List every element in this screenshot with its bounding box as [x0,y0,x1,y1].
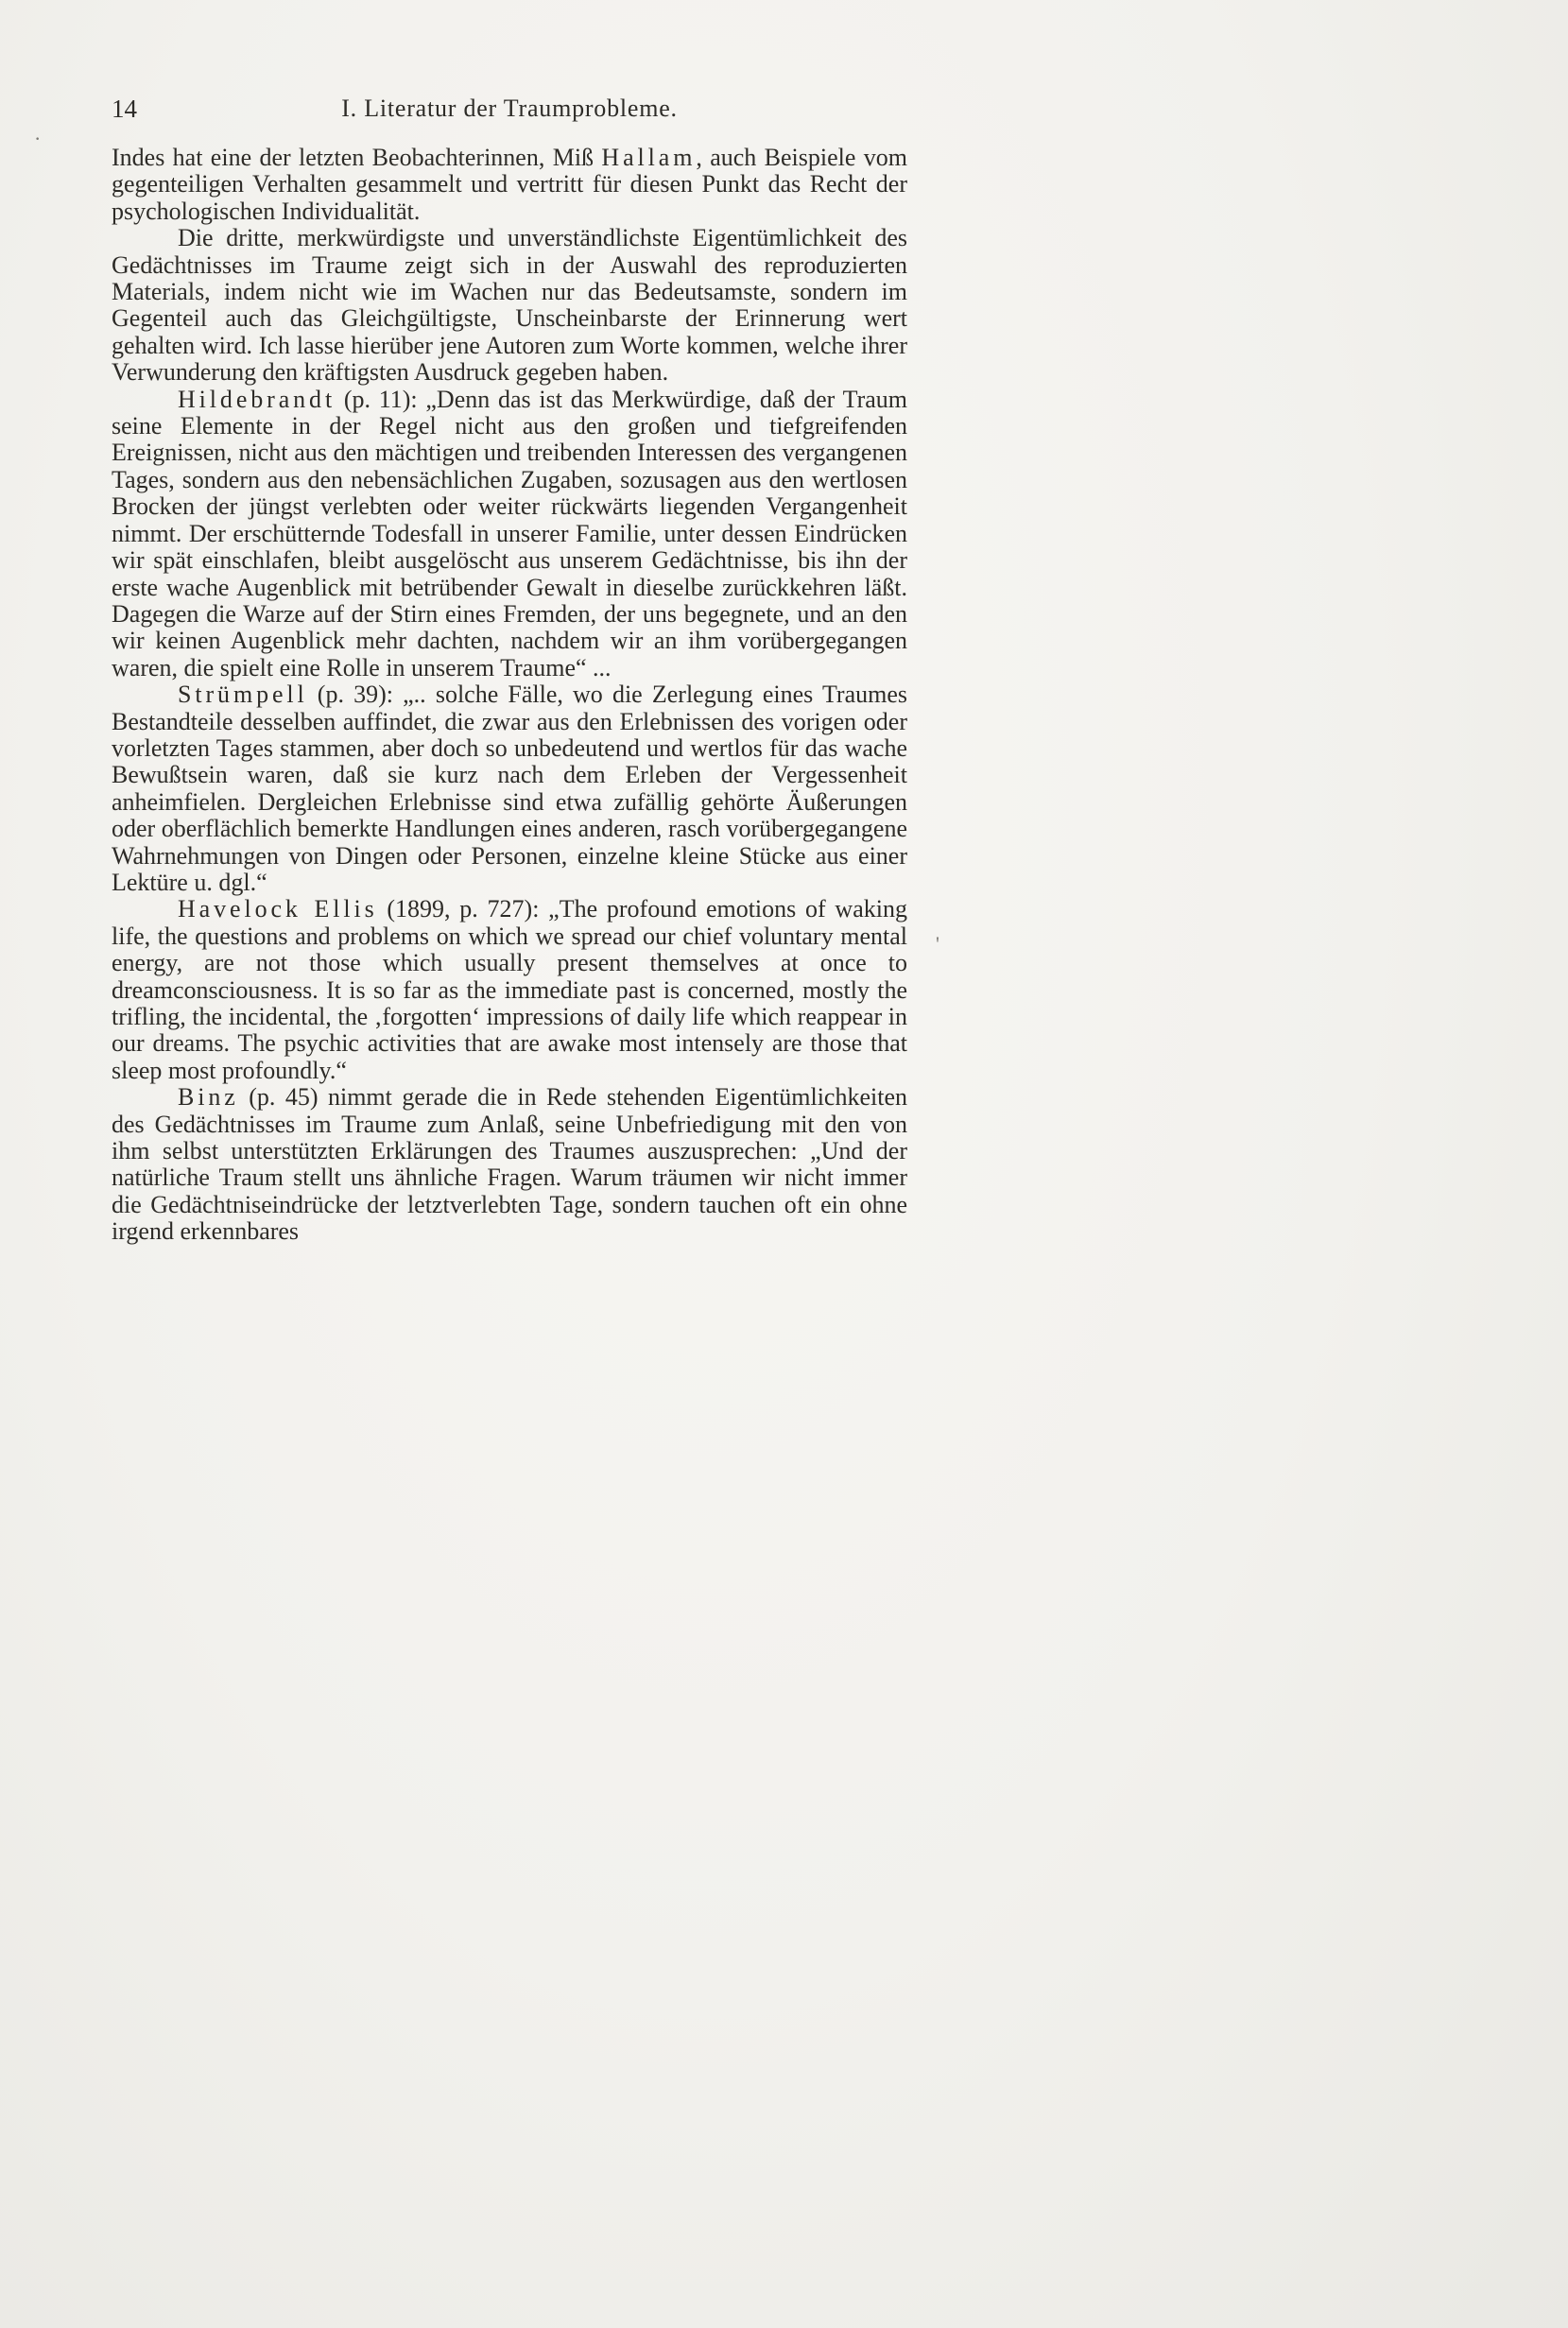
emphasized-name: Havelock Ellis [178,895,378,923]
paragraph [112,896,907,1084]
emphasized-name: Strümpell [178,681,308,709]
scan-artifact: ' [936,932,939,956]
paragraph [112,387,907,681]
emphasized-name: Binz [178,1083,239,1112]
text-run: Die dritte, merkwürdigste und unverständlichste Eigentümlichkeit des Gedächtnisses im Traume zeigt sich in der Auswahl des reproduzierten Materials, indem nicht wie im Wachen nur das Bedeutsamste, sondern im Gegenteil auch das Gleichgültigste, Unscheinbarste der Erinnerung wert gehalten wird. Ich lasse hierüber jene Autoren zum Worte kommen, welche ihrer Verwunderung den kräftigsten Ausdruck gegeben haben. [112,224,907,387]
text-run: , auch Beispiele vom gegenteiligen Verhalten gesammelt und vertritt für diesen Punkt das Recht der psychologischen Individualität. [112,144,907,225]
page-number: 14 [112,95,137,123]
paragraph [112,225,907,386]
text-run: (p. 45) nimmt gerade die in Rede stehenden Eigentümlichkeiten des Gedächtnisses im Traume zum Anlaß, seine Unbefriedigung mit den von ihm selbst unterstützten Erklärungen des Traumes auszusprechen: „Und der natürliche Traum stellt uns ähnliche Fragen. Warum träumen wir nicht immer die Gedächtniseindrücke der letztverlebten Tage, sondern tauchen oft ein ohne irgend erkennbares [112,1083,907,1246]
paragraph [112,681,907,896]
paragraph [112,145,907,225]
running-header: I. Literatur der Traumprobleme. [341,95,678,122]
emphasized-name: Hallam [601,144,697,171]
text-run: (1899, p. 727): „The profound emotions of waking life, the questions and problems on which we spread our chief voluntary mental energy, are not those which usually present themselves at once to dreamconsciousness. It is so far as the immediate past is concerned, mostly the trifling, the incidental, the ‚forgotten‘ impressions of daily life which reappear in our dreams. The psychic activities that are awake most intensely are those that sleep most profoundly.“ [112,895,907,1084]
page-body [112,145,907,1246]
text-run: (p. 39): „.. solche Fälle, wo die Zerlegung eines Traumes Bestandteile desselben auffindet, die zwar aus den Erlebnissen des vorigen oder vorletzten Tages stammen, aber doch so unbedeutend und wertlos für das wache Bewußtsein waren, daß sie kurz nach dem Erleben der Vergessenheit anheimfielen. Dergleichen Erlebnisse sind etwa zufällig gehörte Äußerungen oder oberflächlich bemerkte Handlungen eines anderen, rasch vorübergegangene Wahrnehmungen von Dingen oder Personen, einzelne kleine Stücke aus einer Lektüre u. dgl.“ [112,681,907,896]
scan-artifact: · [34,127,42,150]
text-run: Indes hat eine der letzten Beobachterinnen, Miß [112,144,602,171]
text-run: (p. 11): „Denn das ist das Merkwürdige, daß der Traum seine Elemente in der Regel nicht aus den großen und tiefgreifenden Ereignissen, nicht aus den mächtigen und treibenden Interessen des vergangenen Tages, sondern aus den nebensächlichen Zugaben, sozusagen aus den wertlosen Brocken der jüngst verlebten oder weiter rückwärts liegenden Vergangenheit nimmt. Der erschütternde Todesfall in unserer Familie, unter dessen Eindrücken wir spät einschlafen, bleibt ausgelöscht aus unserem Gedächtnisse, bis ihn der erste wache Augenblick mit betrübender Gewalt in dieselbe zurückkehren läßt. Dagegen die Warze auf der Stirn eines Fremden, der uns begegnete, und an den wir keinen Augenblick mehr dachten, nachdem wir an ihm vorübergegangen waren, die spielt eine Rolle in unserem Traume“ ... [112,385,907,681]
emphasized-name: Hildebrandt [178,385,336,413]
paragraph [112,1084,907,1245]
page-header [112,95,907,127]
